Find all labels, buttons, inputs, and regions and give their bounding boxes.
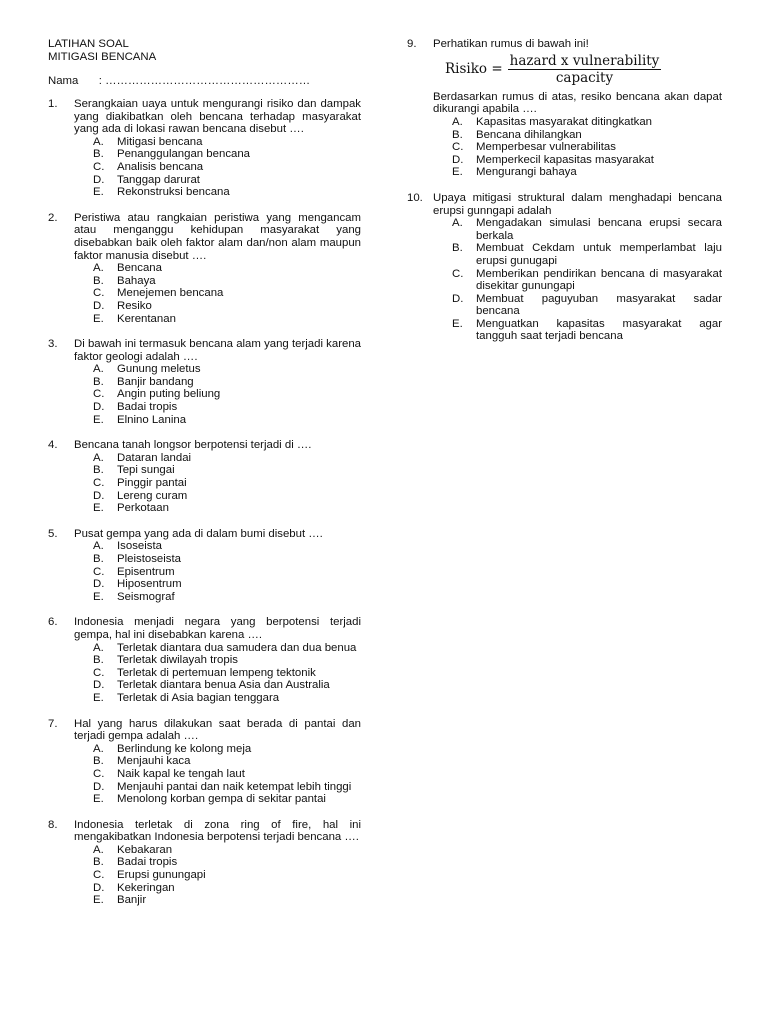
answer-option [433, 154, 722, 167]
option-letter: B. [93, 464, 104, 477]
option-text: Kerentanan [117, 312, 176, 325]
formula-denominator: capacity [555, 70, 614, 87]
answer-option [74, 844, 361, 857]
answer-option [74, 452, 361, 465]
question-stem: Pusat gempa yang ada di dalam bumi disebut …. [74, 527, 323, 540]
option-letter: E. [93, 793, 104, 806]
option-text: Tepi sungai [117, 464, 175, 477]
worksheet-subtitle: MITIGASI BENCANA [48, 51, 157, 63]
option-text: Mengurangi bahaya [476, 166, 577, 179]
option-text: Mengadakan simulasi bencana erupsi secara berkala [476, 217, 722, 242]
option-text: Terletak di pertemuan lempeng tektonik [117, 666, 316, 679]
question-item [48, 718, 361, 806]
option-text: Bencana [117, 262, 162, 275]
name-blank-line: : ……………………………………………… [98, 75, 311, 87]
answer-options [74, 844, 361, 907]
answer-option [433, 129, 722, 142]
option-text: Angin puting beliung [117, 388, 221, 401]
option-letter: A. [93, 451, 104, 464]
option-text: Membuat Cekdam untuk memperlambat laju erupsi gunugapi [476, 242, 722, 267]
answer-option [74, 401, 361, 414]
answer-option [433, 242, 722, 267]
question-item [48, 338, 361, 426]
answer-options [433, 217, 722, 343]
option-text: Analisis bencana [117, 160, 204, 173]
option-text: Terletak diwilayah tropis [117, 654, 238, 667]
answer-option [74, 553, 361, 566]
question-number: 1. [48, 98, 58, 110]
formula-fraction [508, 52, 662, 87]
option-letter: E. [93, 502, 104, 515]
answer-option [74, 388, 361, 401]
answer-options [74, 540, 361, 603]
option-letter: D. [452, 292, 464, 305]
answer-option [74, 363, 361, 376]
answer-option [74, 882, 361, 895]
option-text: Dataran landai [117, 451, 192, 464]
option-text: Menolong korban gempa di sekitar pantai [117, 793, 326, 806]
option-text: Terletak di Asia bagian tenggara [117, 691, 280, 704]
question-body [74, 439, 361, 515]
option-letter: D. [93, 173, 105, 186]
option-text: Berlindung ke kolong meja [117, 742, 252, 755]
option-letter: C. [93, 388, 105, 401]
answer-option [74, 490, 361, 503]
question-stem: Berdasarkan rumus di atas, resiko bencana akan dapat dikurangi apabila …. [433, 90, 722, 116]
option-letter: D. [452, 153, 464, 166]
question-number: 4. [48, 439, 58, 452]
answer-option [433, 141, 722, 154]
option-letter: E. [93, 186, 104, 199]
answer-option [74, 856, 361, 869]
option-text: Erupsi gunungapi [117, 869, 206, 882]
answer-options [433, 116, 722, 179]
question-body [433, 38, 722, 179]
question-body [74, 819, 361, 907]
option-letter: E. [452, 166, 463, 179]
answer-option [74, 679, 361, 692]
option-text: Badai tropis [117, 401, 178, 414]
answer-option [433, 293, 722, 318]
option-letter: C. [93, 869, 105, 882]
option-letter: D. [93, 489, 105, 502]
question-stem: Serangkaian uaya untuk mengurangi risiko dan dampak yang diakibatkan oleh bencana terhadap masyarakat yang ada di lokasi rawan bencana disebut …. [74, 98, 361, 136]
option-letter: C. [93, 565, 105, 578]
question-number: 7. [48, 717, 58, 730]
answer-options [74, 262, 361, 325]
question-body [74, 718, 361, 806]
question-stem: Peristiwa atau rangkaian peristiwa yang mengancam atau menganggu kehidupan masyarakat yang disebabkan baik oleh faktor alam dan/non alam maupun faktor manusia disebut …. [74, 211, 361, 262]
option-text: Bencana dihilangkan [476, 128, 582, 141]
answer-option [74, 692, 361, 705]
option-letter: E. [93, 691, 104, 704]
option-letter: D. [93, 299, 105, 312]
answer-option [74, 464, 361, 477]
answer-option [433, 217, 722, 242]
question-intro: Perhatikan rumus di bawah ini! [433, 38, 589, 50]
option-text: Memperbesar vulnerabilitas [476, 141, 616, 154]
option-text: Gunung meletus [117, 363, 201, 376]
option-text: Resiko [117, 299, 152, 312]
option-text: Hiposentrum [117, 578, 182, 591]
option-letter: A. [93, 262, 104, 275]
option-letter: C. [452, 141, 464, 154]
option-text: Badai tropis [117, 856, 178, 869]
answer-option [74, 591, 361, 604]
option-letter: E. [93, 894, 104, 907]
answer-option [74, 502, 361, 515]
answer-option [74, 578, 361, 591]
option-letter: A. [93, 363, 104, 376]
answer-option [74, 136, 361, 149]
option-text: Menejemen bencana [117, 287, 224, 300]
question-stem: Upaya mitigasi struktural dalam menghadapi bencana erupsi gunngapi adalah [433, 191, 722, 217]
answer-option [74, 793, 361, 806]
option-text: Penanggulangan bencana [117, 148, 251, 161]
question-stem: Indonesia menjadi negara yang berpotensi terjadi gempa, hal ini disebabkan karena …. [74, 616, 361, 641]
answer-option [74, 414, 361, 427]
option-letter: B. [93, 274, 104, 287]
option-text: Seismograf [117, 590, 175, 603]
option-text: Perkotaan [117, 502, 169, 515]
option-text: Tanggap darurat [117, 173, 200, 186]
question-body [74, 528, 361, 604]
answer-option [74, 275, 361, 288]
option-text: Menjauhi pantai dan naik ketempat lebih tinggi [117, 780, 352, 793]
answer-option [74, 477, 361, 490]
option-text: Memperkecil kapasitas masyarakat [476, 153, 654, 166]
right-column [407, 38, 722, 356]
option-letter: A. [452, 217, 463, 230]
option-letter: E. [452, 317, 463, 330]
question-number: 10. [407, 191, 423, 204]
answer-option [74, 262, 361, 275]
option-text: Membuat paguyuban masyarakat sadar bencana [476, 292, 722, 318]
option-letter: D. [93, 578, 105, 591]
answer-option [433, 116, 722, 129]
question-item [48, 616, 361, 704]
answer-option [433, 318, 722, 343]
option-letter: A. [93, 742, 104, 755]
questions-list-left [48, 98, 361, 907]
question-number: 5. [48, 527, 58, 540]
option-letter: E. [93, 413, 104, 426]
option-letter: D. [93, 401, 105, 414]
option-text: Kekeringan [117, 881, 175, 894]
option-letter: D. [93, 881, 105, 894]
option-text: Terletak diantara dua samudera dan dua benua [117, 641, 357, 654]
answer-option [74, 642, 361, 655]
option-letter: D. [93, 679, 105, 692]
answer-option [74, 667, 361, 680]
option-letter: B. [452, 128, 463, 141]
answer-option [74, 376, 361, 389]
left-column [48, 38, 361, 920]
question-body [74, 616, 361, 704]
option-letter: A. [93, 843, 104, 856]
option-text: Banjir [117, 894, 147, 907]
option-text: Terletak diantara benua Asia dan Australia [117, 679, 330, 692]
answer-option [74, 781, 361, 794]
question-number: 8. [48, 818, 58, 831]
answer-options [74, 136, 361, 199]
option-letter: A. [93, 540, 104, 553]
answer-option [74, 186, 361, 199]
option-letter: C. [452, 267, 464, 280]
option-letter: C. [93, 287, 105, 300]
option-text: Bahaya [117, 274, 156, 287]
option-text: Rekonstruksi bencana [117, 186, 230, 199]
option-letter: E. [93, 590, 104, 603]
option-text: Pinggir pantai [117, 477, 187, 490]
answer-option [433, 268, 722, 293]
question-number: 2. [48, 211, 58, 224]
question-stem: Indonesia terletak di zona ring of fire, hal ini mengakibatkan Indonesia berpotensi terjadi bencana …. [74, 818, 361, 844]
answer-options [74, 452, 361, 515]
formula-numerator: hazard x vulnerability [509, 52, 660, 69]
answer-option [433, 166, 722, 179]
question-stem: Hal yang harus dilakukan saat berada di pantai dan terjadi gempa adalah …. [74, 717, 361, 743]
question-item-10 [407, 192, 722, 343]
option-letter: D. [93, 780, 105, 793]
answer-option [74, 894, 361, 907]
option-letter: B. [93, 755, 104, 768]
option-letter: B. [93, 856, 104, 869]
question-body [74, 212, 361, 325]
question-number: 6. [48, 616, 58, 629]
option-letter: B. [93, 148, 104, 161]
answer-options [74, 642, 361, 705]
option-letter: E. [93, 312, 104, 325]
question-item [48, 528, 361, 604]
question-stem: Di bawah ini termasuk bencana alam yang terjadi karena faktor geologi adalah …. [74, 338, 361, 363]
option-text: Naik kapal ke tengah laut [117, 767, 245, 780]
answer-option [74, 869, 361, 882]
answer-option [74, 743, 361, 756]
option-text: Mitigasi bencana [117, 135, 203, 148]
answer-option [74, 287, 361, 300]
option-text: Episentrum [117, 565, 175, 578]
answer-option [74, 566, 361, 579]
answer-option [74, 174, 361, 187]
option-letter: B. [93, 654, 104, 667]
option-letter: A. [93, 641, 104, 654]
risk-formula [445, 52, 722, 87]
worksheet-title: LATIHAN SOAL [48, 38, 129, 50]
option-letter: A. [93, 135, 104, 148]
option-text: Kebakaran [117, 843, 173, 856]
option-letter: C. [93, 160, 105, 173]
option-text: Banjir bandang [117, 375, 194, 388]
question-body [74, 98, 361, 199]
answer-option [74, 161, 361, 174]
answer-options [74, 743, 361, 806]
question-body [433, 192, 722, 343]
name-field-row [48, 75, 361, 88]
question-stem: Bencana tanah longsor berpotensi terjadi di …. [74, 439, 312, 452]
answer-option [74, 300, 361, 313]
question-body [74, 338, 361, 426]
option-letter: C. [93, 666, 105, 679]
question-item [48, 212, 361, 325]
answer-option [74, 755, 361, 768]
option-text: Isoseista [117, 540, 162, 553]
question-item [48, 98, 361, 199]
option-text: Menguatkan kapasitas masyarakat agar tangguh saat terjadi bencana [476, 317, 722, 343]
question-item-9 [407, 38, 722, 179]
option-letter: C. [93, 477, 105, 490]
answer-options [74, 363, 361, 426]
option-letter: B. [452, 242, 463, 255]
option-letter: C. [93, 767, 105, 780]
question-number: 3. [48, 338, 58, 351]
answer-option [74, 654, 361, 667]
option-text: Pleistoseista [117, 553, 181, 565]
question-number: 9. [407, 38, 417, 50]
answer-option [74, 148, 361, 161]
answer-option [74, 313, 361, 326]
option-text: Lereng curam [117, 489, 188, 502]
option-text: Menjauhi kaca [117, 755, 191, 768]
option-letter: B. [93, 375, 104, 388]
name-label: Nama [48, 75, 79, 87]
formula-lhs: Risiko = [445, 61, 503, 78]
question-item [48, 819, 361, 907]
option-text: Memberikan pendirikan bencana di masyarakat disekitar gunungapi [476, 267, 722, 293]
option-letter: B. [93, 553, 104, 565]
answer-option [74, 540, 361, 553]
question-item [48, 439, 361, 515]
option-letter: A. [452, 115, 463, 128]
answer-option [74, 768, 361, 781]
option-text: Kapasitas masyarakat ditingkatkan [476, 115, 653, 128]
option-text: Elnino Lanina [117, 413, 187, 426]
